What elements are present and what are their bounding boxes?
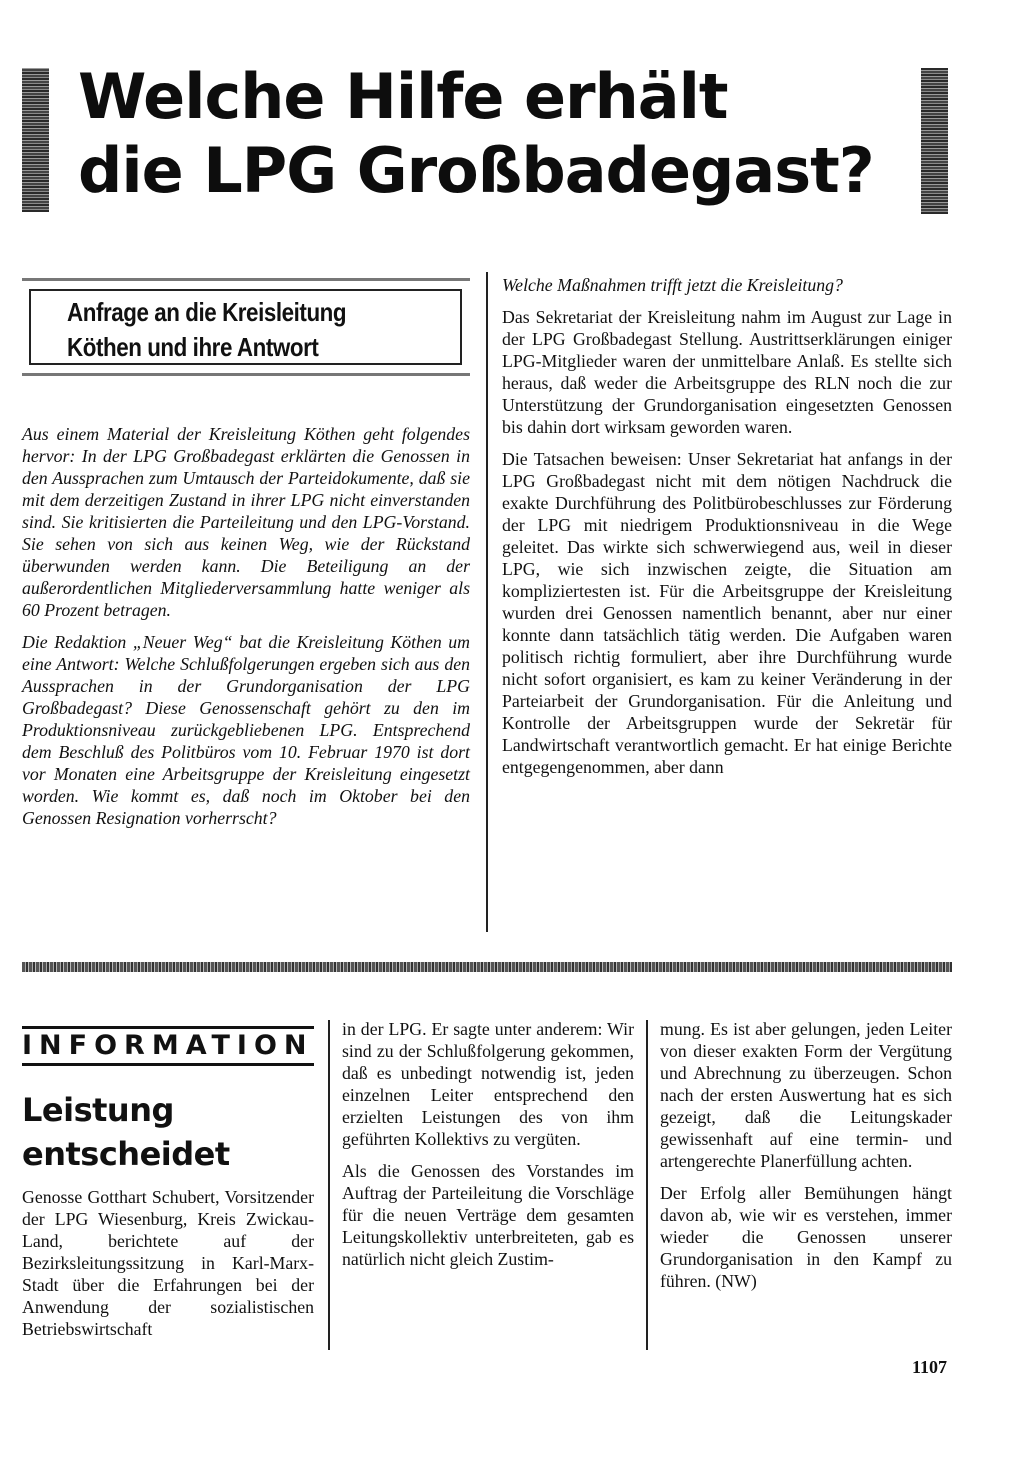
information-title-line-2: entscheidet (22, 1135, 230, 1173)
info-col3-paragraph-2: Der Erfolg aller Bemühungen hängt davon ab, wie wir es verstehen, immer wieder die Genossen unserer Grundorganisation in den Kampf zu führen. (NW) (660, 1183, 952, 1291)
headline (78, 60, 918, 208)
info-col1-paragraph-1: Genosse Gotthart Schubert, Vorsitzender der LPG Wiesenburg, Kreis Zwickau-Land, berichtete auf der Bezirksleitungssitzung in Karl-Marx-Stadt über die Erfahrungen bei der Anwendung der sozialistischen Betriebswirtschaft (22, 1187, 314, 1339)
info-column-1 (22, 1186, 314, 1350)
section-divider (22, 962, 952, 972)
info-divider-2 (646, 1020, 648, 1350)
info-col2-paragraph-2: Als die Genossen des Vorstandes im Auftrag der Parteileitung die Vorschläge für die neuen Verträge dem gesamten Leitungskollektiv unterbreiteten, gab es natürlich nicht gleich Zustim- (342, 1161, 634, 1269)
right-question: Welche Maßnahmen trifft jetzt die Kreisleitung? (502, 275, 843, 295)
info-col2-paragraph-1: in der LPG. Er sagte unter anderem: Wir sind zu der Schlußfolgerung gekommen, daß es unbedingt notwendig ist, jeden einzelnen Leiter entsprechend den erzielten Leistungen des von ihm geführten Kollektivs zu vergüten. (342, 1019, 634, 1149)
left-column (22, 423, 470, 839)
information-label: INFORMATION (22, 1026, 314, 1066)
subheading-box (22, 278, 470, 376)
subheading-line-1: Anfrage an die Kreisleitung (67, 297, 347, 327)
info-column-2 (342, 1018, 634, 1280)
info-divider-1 (328, 1020, 330, 1350)
headline-bar-left (22, 68, 49, 212)
information-title-line-1: Leistung (22, 1091, 174, 1129)
subheading-line-2: Köthen und ihre Antwort (67, 332, 319, 362)
left-paragraph-1: Aus einem Material der Kreisleitung Köthen geht folgendes hervor: In der LPG Großbadegast erklärten die Genossen in den Aussprachen zum Umtausch der Parteidokumente, daß sie mit dem derzeitigen Zustand in ihrer LPG nicht einverstanden sind. Sie kritisierten die Parteileitung und den LPG-Vorstand. Sie sehen von sich aus keinen Weg, wie der Rückstand überwunden werden kann. Die Beteiligung an der außerordentlichen Mitgliederversammlung hatte weniger als 60 Prozent betragen. (22, 424, 470, 620)
right-column (502, 274, 952, 788)
right-paragraph-1: Das Sekretariat der Kreisleitung nahm im August zur Lage in der LPG Großbadegast Stellung. Austrittserklärungen einiger LPG-Mitglieder waren der unmittelbare Anlaß. Es stellte sich heraus, daß weder die Arbeitsgruppe des RLN noch die zur Unterstützung der Grundorganisation eingesetzten Genossen bis dahin dort wirksam geworden waren. (502, 307, 952, 437)
page-number: 1107 (912, 1357, 948, 1377)
info-column-3 (660, 1018, 952, 1302)
info-col3-paragraph-1: mung. Es ist aber gelungen, jeden Leiter von dieser exakten Form der Vergütung und Abrechnung zu überzeugen. Schon nach der ersten Auswertung hat es sich gezeigt, daß die Leitungskader gewissenhaft auf eine termin- und artengerechte Planerfüllung achten. (660, 1019, 952, 1171)
headline-line-1: Welche Hilfe erhält (78, 60, 728, 133)
subheading (67, 295, 346, 365)
headline-bar-right (921, 68, 948, 214)
left-paragraph-2: Die Redaktion „Neuer Weg“ bat die Kreisleitung Köthen um eine Antwort: Welche Schlußfolgerungen ergeben sich aus den Aussprachen in der Grundorganisation der LPG Großbadegast? Diese Genossenschaft gehört zu den im Produktionsniveau zurückgebliebenen LPG. Entsprechend dem Beschluß des Politbüros vom 10. Februar 1970 ist dort vor Monaten eine Arbeitsgruppe der Kreisleitung eingesetzt worden. Wie kommt es, daß noch im Oktober bei den Genossen Resignation vorherrscht? (22, 632, 470, 828)
information-title (22, 1088, 322, 1176)
column-divider (486, 272, 488, 932)
right-paragraph-2: Die Tatsachen beweisen: Unser Sekretariat hat anfangs in der LPG Großbadegast nicht mit dem nötigen Nachdruck die exakte Durchführung des Politbürobeschlusses zur Förderung der LPG mit niedrigem Produktionsniveau in die Wege geleitet. Das wirkte sich schwerwiegend aus, weil in dieser LPG, wie sich inzwischen zeigte, die Situation am kompliziertesten ist. Für die Arbeitsgruppe der Kreisleitung wurden drei Genossen namentlich benannt, aber nur einer konnte dann tatsächlich tätig werden. Die Aufgaben waren politisch richtig formuliert, aber ihre Durchführung wurde nicht sofort organisiert, es kam zu keiner Veränderung in der Parteiarbeit der Grundorganisation. Für die Anleitung und Kontrolle der Arbeitsgruppen wurde der Sekretär für Landwirtschaft verantwortlich gemacht. Er hat einige Berichte entgegengenommen, aber dann (502, 449, 952, 777)
headline-line-2: die LPG Großbadegast? (78, 134, 874, 207)
